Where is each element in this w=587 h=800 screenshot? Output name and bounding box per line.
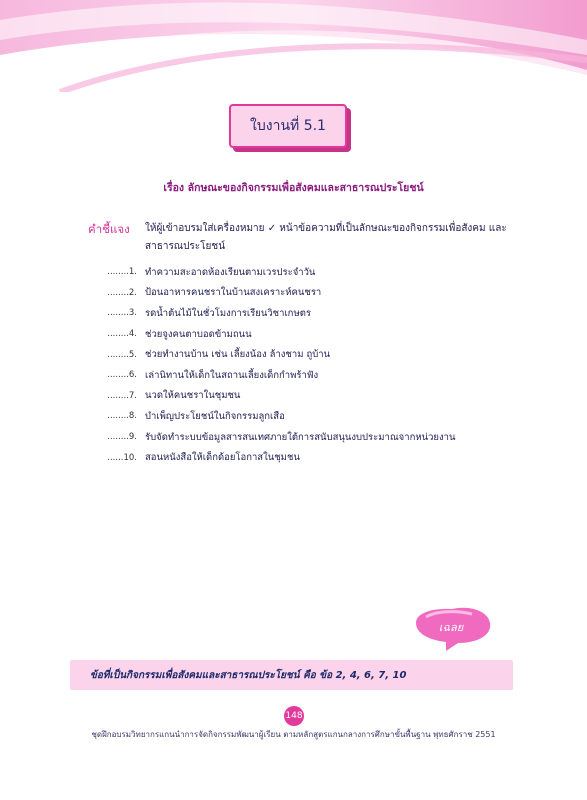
list-item: [95, 303, 515, 324]
instruction-label: คำชี้แจง: [88, 222, 130, 236]
list-item: [95, 427, 515, 448]
item-text: เล่านิทานให้เด็กในสถานเลี้ยงเด็กกำพร้าฟัง: [145, 369, 319, 381]
list-item: [95, 344, 515, 365]
item-number: ........6.: [107, 370, 137, 381]
page-number: 148: [284, 706, 304, 726]
item-number: ......10.: [107, 452, 137, 463]
item-number: ........4.: [107, 329, 137, 340]
item-number: ........8.: [107, 411, 137, 422]
subject-heading: เรื่อง ลักษณะของกิจกรรมเพื่อสังคมและสาธารณประโยชน์: [163, 182, 424, 194]
item-number: ........7.: [107, 390, 137, 401]
item-number: ........5.: [107, 349, 137, 360]
item-text: ป้อนอาหารคนชราในบ้านสงเคราะห์คนชรา: [145, 287, 322, 299]
list-item: [95, 283, 515, 304]
item-text: รดน้ำต้นไม้ในชั่วโมงการเรียนวิชาเกษตร: [145, 307, 311, 319]
list-item: [95, 365, 515, 386]
list-item: [95, 324, 515, 345]
instruction-text: ให้ผู้เข้าอบรมใส่เครื่องหมาย ✓ หน้าข้อความที่เป็นลักษณะของกิจกรรมเพื่อสังคม และสาธารณประโยชน์: [145, 223, 507, 252]
item-text: รับจัดทำระบบข้อมูลสารสนเทศภายใต้การสนับสนุนงบประมาณจากหน่วยงาน: [145, 431, 456, 443]
item-text: บำเพ็ญประโยชน์ในกิจกรรมลูกเสือ: [145, 410, 285, 422]
answer-text: ข้อที่เป็นกิจกรรมเพื่อสังคมและสาธารณประโยชน์ คือ ข้อ 2, 4, 6, 7, 10: [90, 670, 407, 681]
item-text: นวดให้คนชราในชุมชน: [145, 390, 241, 402]
item-text: ช่วยจูงคนตาบอดข้ามถนน: [145, 328, 252, 340]
item-list: [95, 262, 515, 468]
answer-bubble-label: เฉลย: [438, 621, 464, 634]
list-item: [95, 386, 515, 407]
item-number: ........3.: [107, 308, 137, 319]
item-number: ........9.: [107, 432, 137, 443]
footer-text: ชุดฝึกอบรมวิทยากรแกนนำการจัดกิจกรรมพัฒนาผู้เรียน ตามหลักสูตรแกนกลางการศึกษาขั้นพื้นฐาน พุทธศักราช 2551: [91, 730, 496, 739]
item-text: สอนหนังสือให้เด็กด้อยโอกาสในชุมชน: [145, 452, 300, 464]
worksheet-title: ใบงานที่ 5.1: [229, 104, 347, 148]
item-number: ........1.: [107, 267, 137, 278]
item-number: ........2.: [107, 287, 137, 298]
header-decoration: [0, 0, 587, 92]
list-item: [95, 262, 515, 283]
item-text: ช่วยทำงานบ้าน เช่น เลี้ยงน้อง ล้างชาม ถูบ้าน: [145, 349, 331, 361]
list-item: [95, 447, 515, 468]
item-text: ทำความสะอาดห้องเรียนตามเวรประจำวัน: [145, 266, 316, 278]
list-item: [95, 406, 515, 427]
